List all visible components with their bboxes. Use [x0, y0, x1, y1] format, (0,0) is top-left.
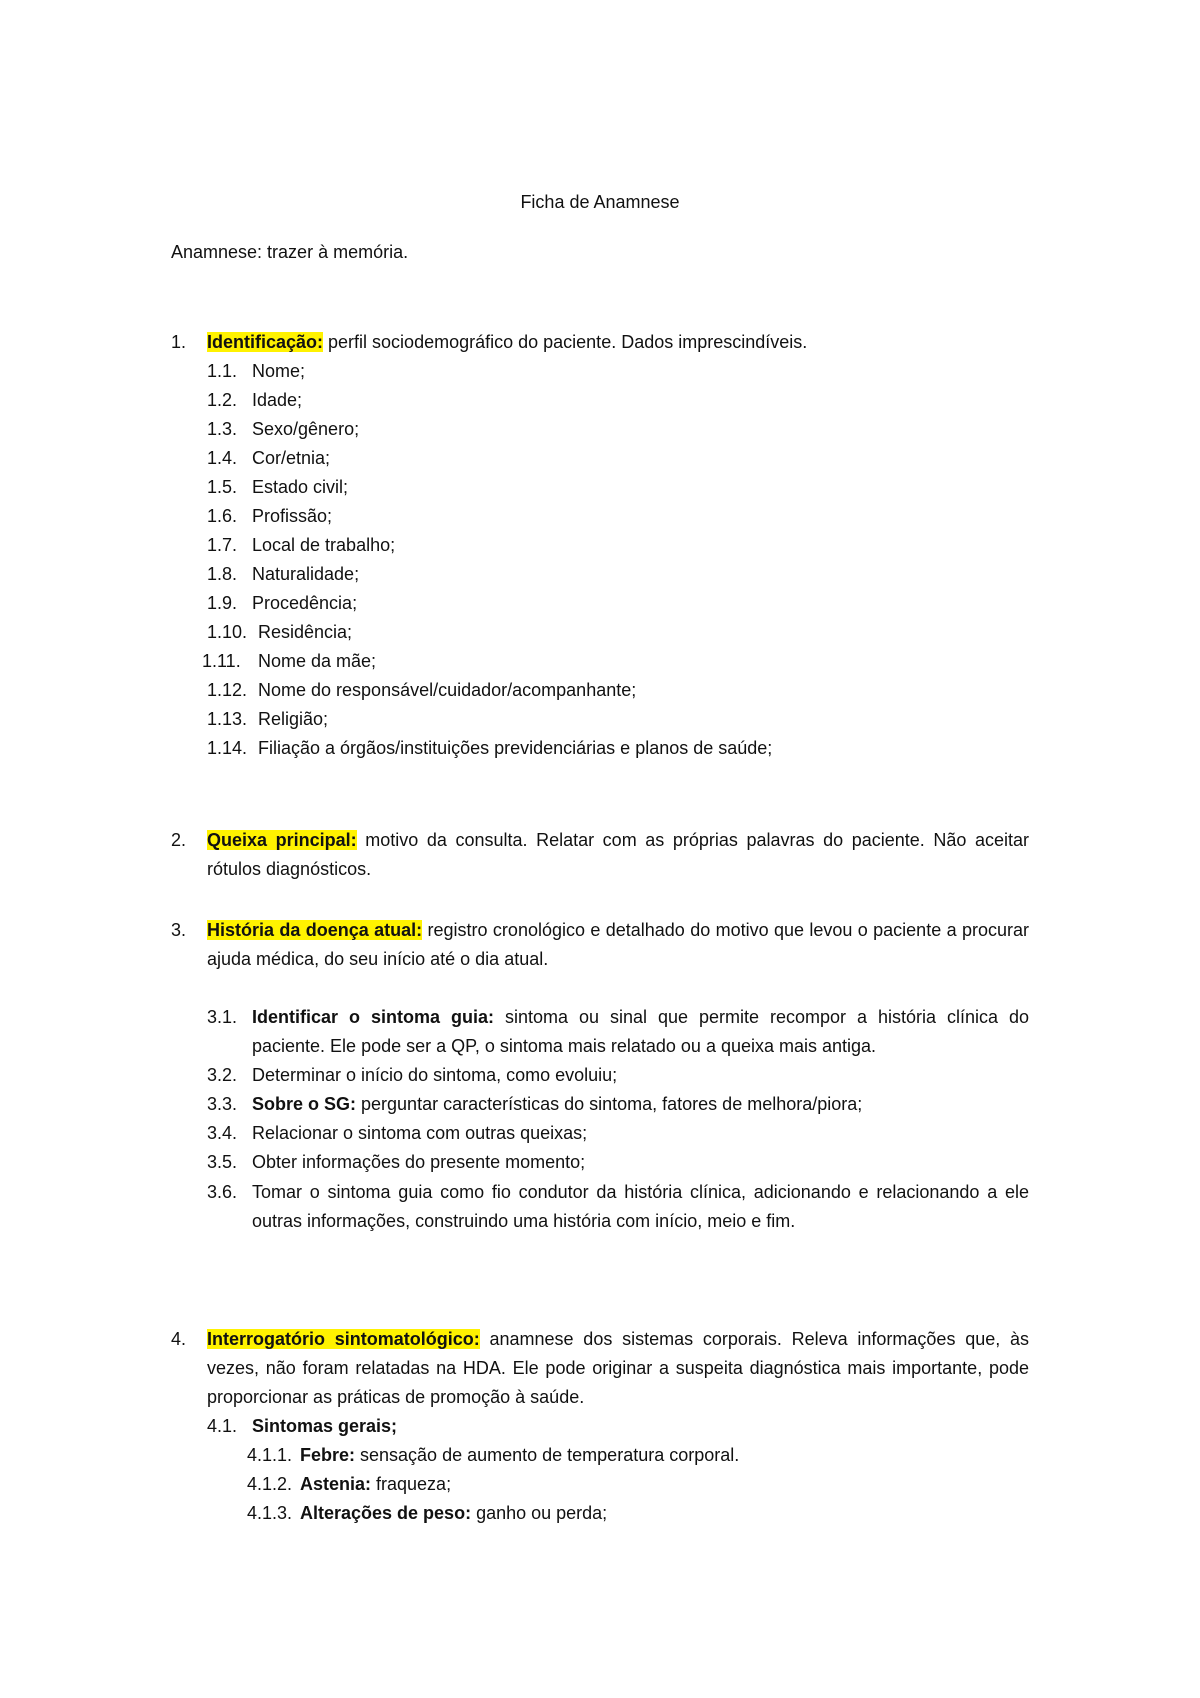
item-1-12-number: 1.12.: [207, 680, 248, 700]
item-3-2-text: [252, 1063, 617, 1087]
item-1-12-text: Nome do responsável/cuidador/acompanhante;: [258, 680, 637, 700]
item-4-1-3-number: 4.1.3.: [247, 1503, 293, 1523]
item-3-2-number: 3.2.: [207, 1065, 238, 1085]
item-4-1-3-text: [300, 1501, 607, 1525]
item-4-1-3-description: ganho ou perda;: [471, 1503, 608, 1523]
section-3-heading: História da doença atual:: [207, 920, 423, 940]
item-3-1-number: 3.1.: [207, 1007, 238, 1027]
item-4-1-1-description: sensação de aumento de temperatura corporal.: [355, 1445, 740, 1465]
item-1-5-number: 1.5.: [207, 477, 238, 497]
item-3-3-number: 3.3.: [207, 1094, 238, 1114]
item-1-7-number: 1.7.: [207, 535, 238, 555]
section-3-number: 3.: [171, 920, 187, 940]
section-4-description: anamnese dos sistemas corporais. Releva informações que, às vezes, não foram relatadas na HDA. Ele pode originar a suspeita diagnóstica mais importante, pode proporcionar as práticas de promoção à saúde.: [207, 1329, 1029, 1407]
section-3-description: registro cronológico e detalhado do motivo que levou o paciente a procurar ajuda médica, do seu início até o dia atual.: [207, 920, 1029, 969]
item-3-3-bold: Sobre o SG:: [252, 1094, 357, 1114]
document-title: Ficha de Anamnese: [520, 192, 680, 212]
section-4-heading: Interrogatório sintomatológico:: [207, 1329, 480, 1349]
item-1-4-text: Cor/etnia;: [252, 448, 331, 468]
item-3-3-text: [252, 1092, 862, 1116]
item-1-8-number: 1.8.: [207, 564, 238, 584]
item-1-1-text: Nome;: [252, 361, 306, 381]
item-3-4-description: Relacionar o sintoma com outras queixas;: [252, 1123, 588, 1143]
item-3-4-number: 3.4.: [207, 1123, 238, 1143]
item-4-1-2-bold: Astenia:: [300, 1474, 372, 1494]
section-4-text: [207, 1325, 1029, 1412]
item-3-4-text: [252, 1121, 587, 1145]
item-3-3-description: perguntar características do sintoma, fatores de melhora/piora;: [356, 1094, 863, 1114]
section-4-number: 4.: [171, 1329, 187, 1349]
item-1-6-text: Profissão;: [252, 506, 333, 526]
section-2-number: 2.: [171, 830, 187, 850]
intro-line: Anamnese: trazer à memória.: [171, 242, 409, 262]
item-3-5-text: [252, 1150, 585, 1174]
item-4-1-number: 4.1.: [207, 1416, 238, 1436]
item-3-6-number: 3.6.: [207, 1182, 238, 1202]
section-3-text: [207, 916, 1029, 974]
item-1-2-text: Idade;: [252, 390, 303, 410]
item-4-1-1-bold: Febre:: [300, 1445, 356, 1465]
item-1-11-text: Nome da mãe;: [258, 651, 377, 671]
item-1-4-number: 1.4.: [207, 448, 238, 468]
section-1-heading: Identificação:: [207, 332, 324, 352]
item-3-5-number: 3.5.: [207, 1152, 238, 1172]
item-3-1-bold: Identificar o sintoma guia:: [252, 1007, 494, 1027]
item-1-9-text: Procedência;: [252, 593, 358, 613]
item-1-9-number: 1.9.: [207, 593, 238, 613]
item-4-1-2-number: 4.1.2.: [247, 1474, 293, 1494]
item-1-3-text: Sexo/gênero;: [252, 419, 360, 439]
item-3-6-description: Tomar o sintoma guia como fio condutor da história clínica, adicionando e relacionando a ele outras informações, construindo uma história com início, meio e fim.: [252, 1182, 1029, 1231]
item-1-13-text: Religião;: [258, 709, 329, 729]
item-3-5-description: Obter informações do presente momento;: [252, 1152, 586, 1172]
section-1-description: perfil sociodemográfico do paciente. Dados imprescindíveis.: [323, 332, 808, 352]
section-2-text: [207, 826, 1029, 884]
item-1-14-text: Filiação a órgãos/instituições previdenciárias e planos de saúde;: [258, 738, 773, 758]
item-1-14-number: 1.14.: [207, 738, 248, 758]
item-1-1-number: 1.1.: [207, 361, 238, 381]
item-4-1-1-text: [300, 1443, 739, 1467]
section-2-heading: Queixa principal:: [207, 830, 357, 850]
item-3-2-description: Determinar o início do sintoma, como evoluiu;: [252, 1065, 618, 1085]
item-3-6-text: [252, 1178, 1029, 1236]
item-4-1-2-text: [300, 1472, 451, 1496]
section-2-description: motivo da consulta. Relatar com as próprias palavras do paciente. Não aceitar rótulos diagnósticos.: [207, 830, 1030, 879]
item-1-8-text: Naturalidade;: [252, 564, 360, 584]
item-1-6-number: 1.6.: [207, 506, 238, 526]
item-3-1-description: sintoma ou sinal que permite recompor a história clínica do paciente. Ele pode ser a QP, o sintoma mais relatado ou a queixa mais antiga.: [252, 1007, 1029, 1056]
item-1-10-text: Residência;: [258, 622, 353, 642]
item-1-5-text: Estado civil;: [252, 477, 349, 497]
item-1-11-number: 1.11.: [202, 651, 241, 671]
item-4-1-1-number: 4.1.1.: [247, 1445, 293, 1465]
item-1-10-number: 1.10.: [207, 622, 248, 642]
item-1-7-text: Local de trabalho;: [252, 535, 396, 555]
item-1-13-number: 1.13.: [207, 709, 248, 729]
item-3-1-text: [252, 1003, 1029, 1061]
item-4-1-2-description: fraqueza;: [371, 1474, 452, 1494]
item-4-1-heading: Sintomas gerais;: [252, 1416, 398, 1436]
section-1-number: 1.: [171, 332, 187, 352]
item-4-1-3-bold: Alterações de peso:: [300, 1503, 472, 1523]
item-1-3-number: 1.3.: [207, 419, 238, 439]
section-1-text: [207, 330, 807, 354]
item-1-2-number: 1.2.: [207, 390, 238, 410]
